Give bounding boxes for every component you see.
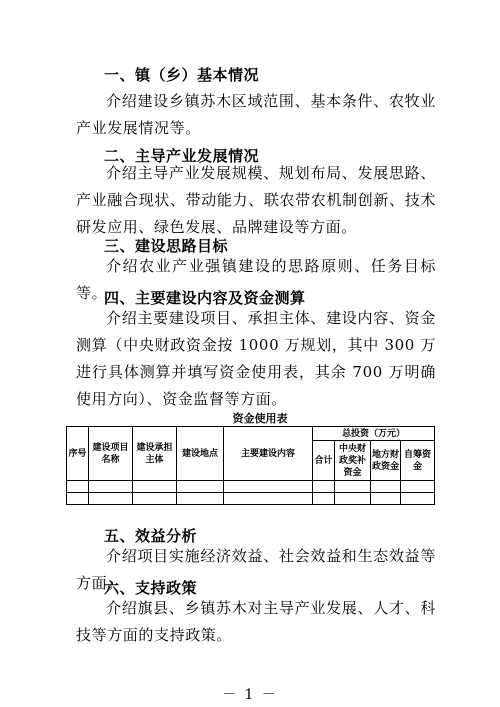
section-heading-4: 四、主要建设内容及资金测算 (104, 289, 306, 307)
section-heading-3: 三、建设思路目标 (104, 237, 229, 255)
section-heading-6: 六、支持政策 (104, 579, 198, 597)
col-project-name: 建设项目名称 (89, 427, 133, 481)
section-heading-2: 二、主导产业发展情况 (104, 147, 260, 165)
table-title: 资金使用表 (232, 412, 288, 425)
col-content: 主要建设内容 (224, 427, 313, 481)
col-local-fund: 地方财政资金 (371, 441, 401, 481)
col-total-investment: 总投资（万元） (313, 427, 435, 441)
section-body-3: 介绍农业产业强镇建设的思路原则、任务目标等。 (76, 257, 436, 302)
section-heading-1: 一、镇（乡）基本情况 (104, 66, 260, 84)
col-seq: 序号 (67, 427, 89, 481)
col-self-fund: 自筹资金 (401, 441, 435, 481)
section-body-2: 介绍主导产业发展规模、规划布局、发展思路、产业融合现状、带动能力、联农带农机制创新、技术研发应用、绿色发展、品牌建设等方面。 (76, 164, 436, 236)
col-owner: 建设承担主体 (133, 427, 177, 481)
section-body-5: 介绍项目实施经济效益、社会效益和生态效益等方面。 (76, 547, 436, 592)
section-heading-5: 五、效益分析 (104, 527, 198, 545)
col-central-fund: 中央财政奖补资金 (335, 441, 371, 481)
table-row (67, 493, 435, 505)
col-location: 建设地点 (177, 427, 224, 481)
col-sum: 合计 (313, 441, 335, 481)
section-body-4: 介绍主要建设项目、承担主体、建设内容、资金测算（中央财政资金按 1000 万规划，其中 300 万进行具体测算并填写资金使用表，其余 700 万明确使用方向）、资金监督等方面。 (76, 309, 436, 408)
section-body-1: 介绍建设乡镇苏木区域范围、基本条件、农牧业产业发展情况等。 (76, 92, 436, 137)
table-row (67, 481, 435, 493)
section-body-6: 介绍旗县、乡镇苏木对主导产业发展、人才、科技等方面的支持政策。 (76, 599, 436, 644)
fund-usage-table (66, 426, 435, 505)
page-number: － 1 － (222, 687, 278, 703)
